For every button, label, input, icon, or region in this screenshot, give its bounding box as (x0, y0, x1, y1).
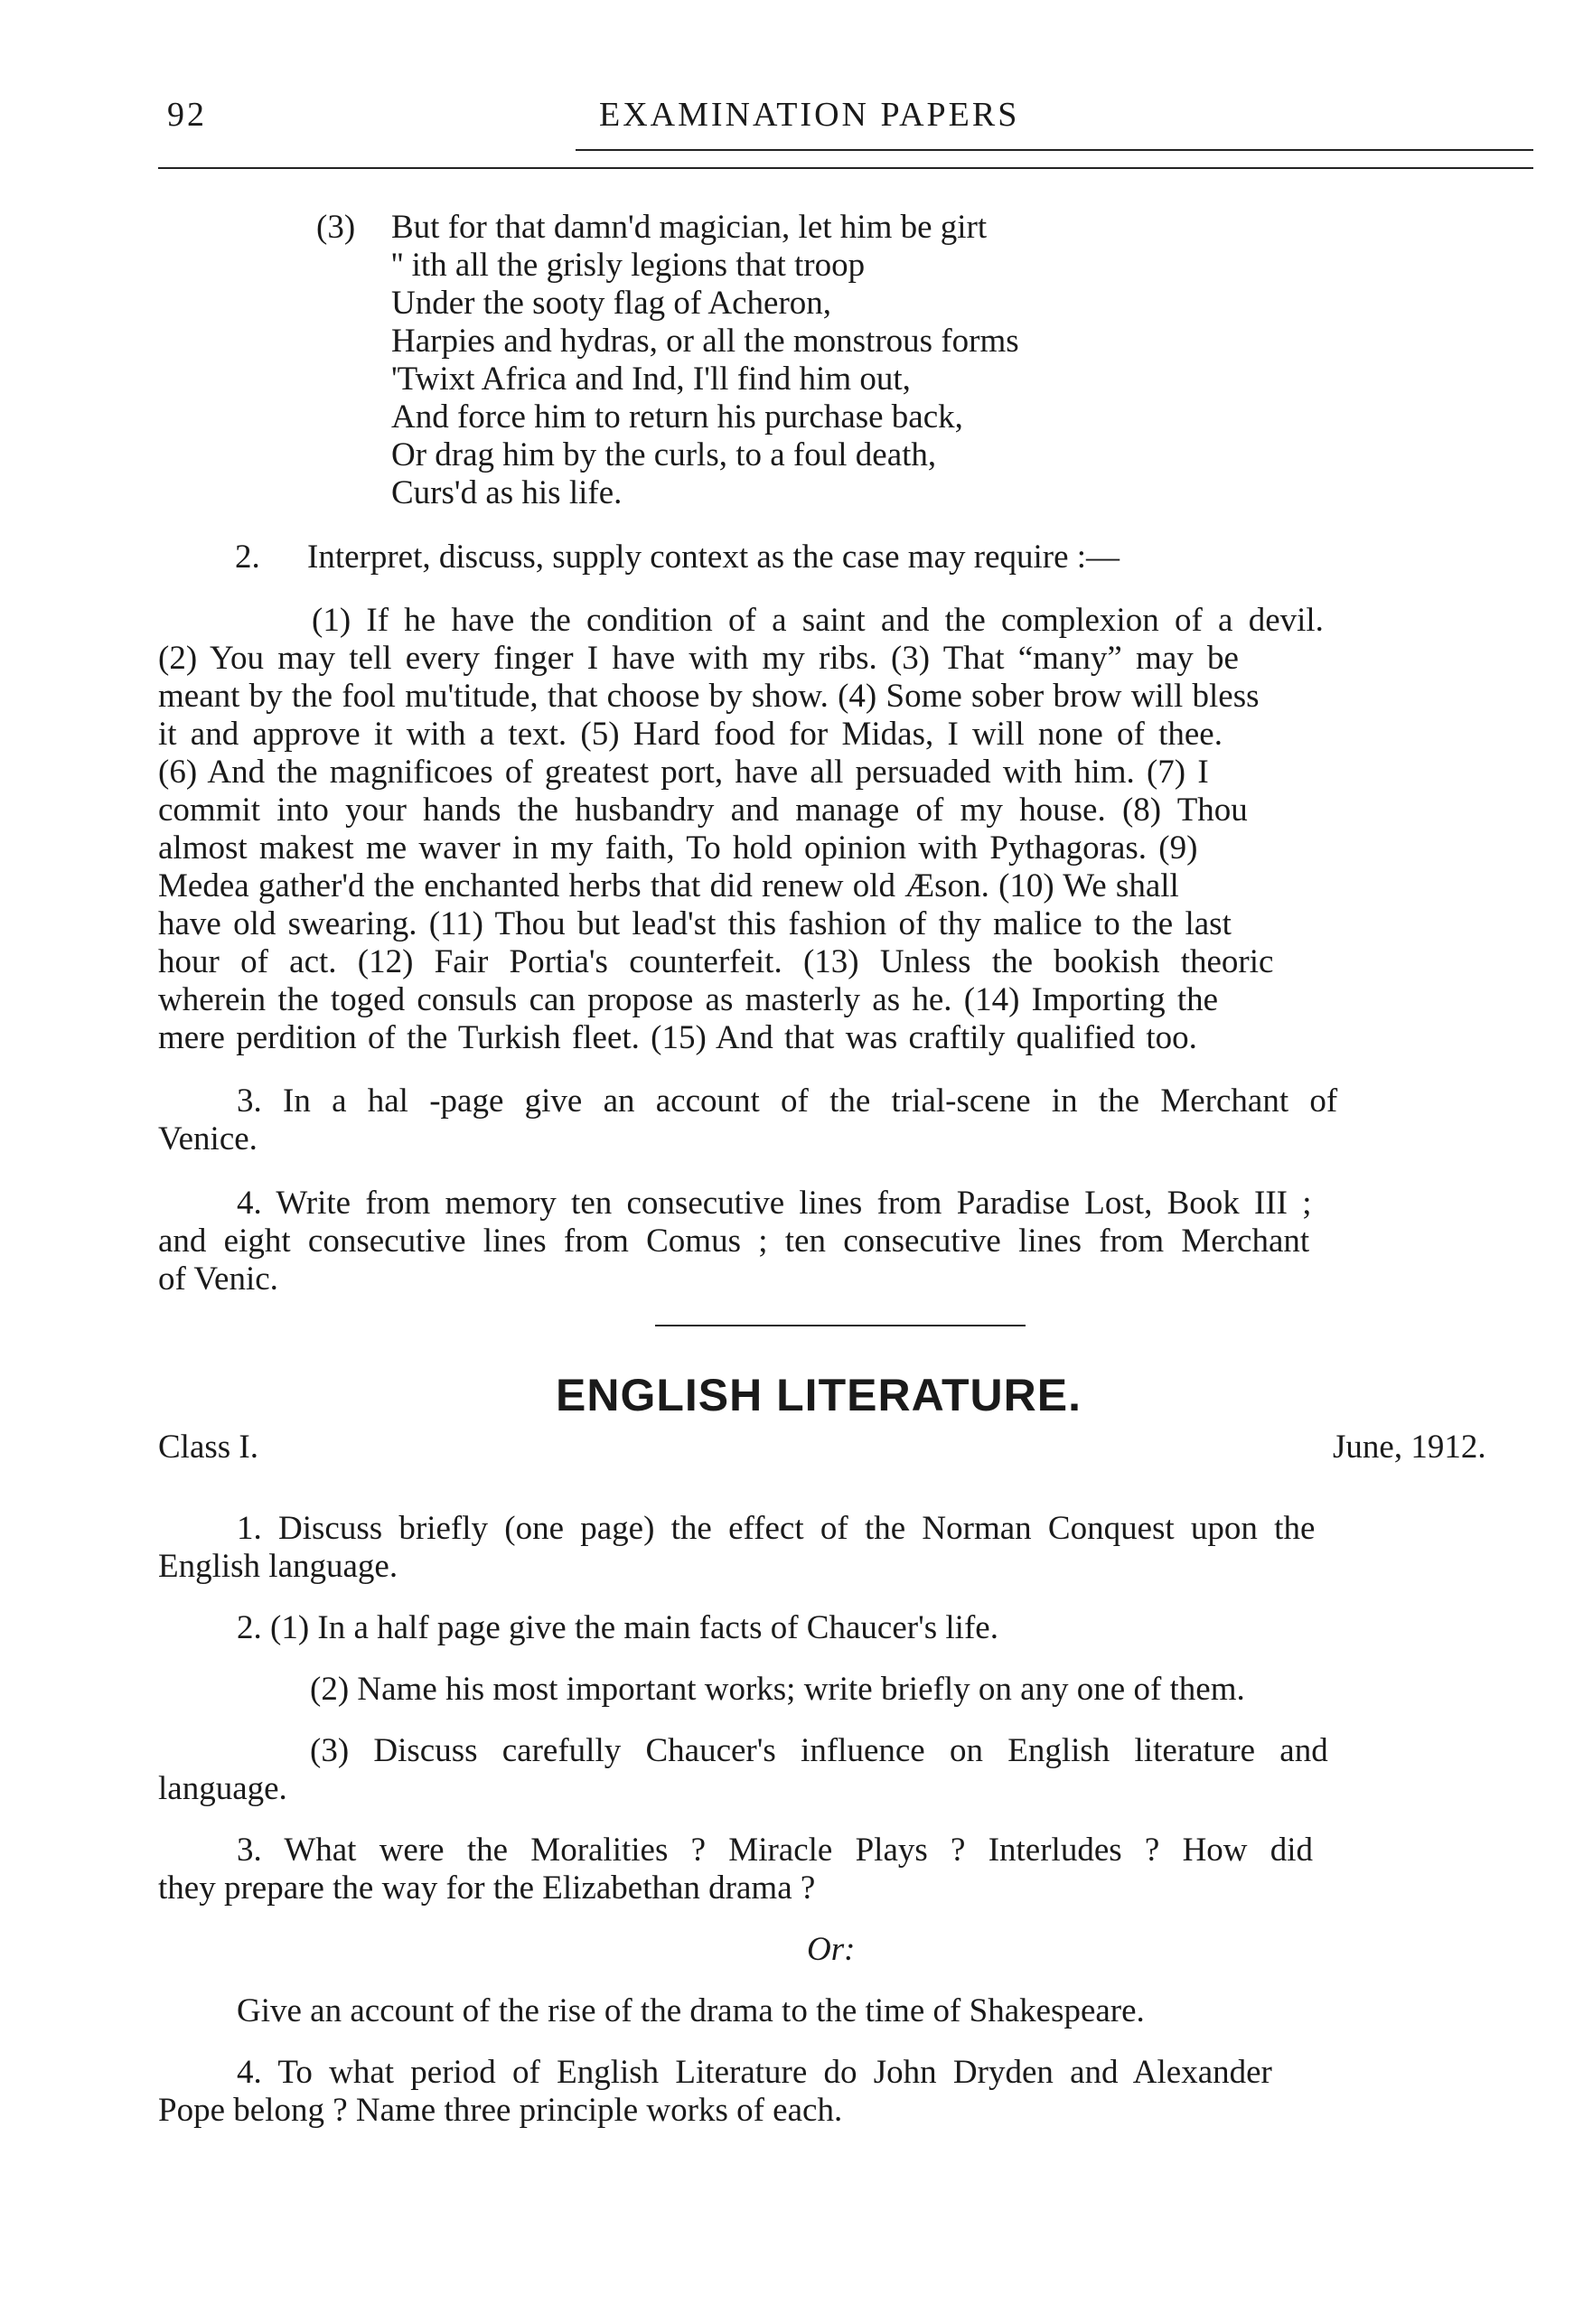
interpret-line: Medea gather'd the enchanted herbs that did renew old Æson. (10) We shall (158, 867, 1179, 904)
question-text: Interpret, discuss, supply context as the case may require :— (307, 539, 1120, 576)
poem-line: Harpies and hydras, or all the monstrous forms (391, 323, 1019, 360)
running-title: EXAMINATION PAPERS (599, 96, 1020, 134)
section-heading: ENGLISH LITERATURE. (556, 1370, 1082, 1420)
poem-line: But for that damn'd magician, let him be girt (391, 209, 988, 246)
interpret-line: hour of act. (12) Fair Portia's counterfeit. (13) Unless the bookish theoric (158, 943, 1274, 980)
page-number: 92 (167, 96, 207, 134)
question-line: 3. In a hal -page give an account of the trial-scene in the Merchant of (237, 1082, 1338, 1120)
poem-line: Under the sooty flag of Acheron, (391, 285, 832, 322)
poem-line: Or drag him by the curls, to a foul death, (391, 436, 937, 473)
exam-date: June, 1912. (1333, 1429, 1486, 1466)
poem-line: Curs'd as his life. (391, 474, 623, 511)
question-line: they prepare the way for the Elizabethan drama ? (158, 1870, 816, 1907)
interpret-line: have old swearing. (11) Thou but lead'st this fashion of thy malice to the last (158, 905, 1232, 942)
interpret-line: (6) And the magnificoes of greatest port, have all persuaded with him. (7) I (158, 754, 1209, 791)
poem-number: (3) (316, 209, 356, 246)
question-line: language. (158, 1770, 287, 1807)
poem-line: 'Twixt Africa and Ind, I'll find him out, (391, 361, 911, 398)
interpret-line: (2) You may tell every finger I have with my ribs. (3) That “many” may be (158, 640, 1239, 677)
section-divider (655, 1325, 1026, 1326)
question-line: 3. What were the Moralities ? Miracle Plays ? Interludes ? How did (237, 1832, 1314, 1869)
poem-line: '' ith all the grisly legions that troop (391, 247, 866, 284)
or-label: Or: (807, 1931, 856, 1968)
header-rule-top (576, 149, 1533, 151)
interpret-line: meant by the fool mu'titude, that choose by show. (4) Some sober brow will bless (158, 678, 1260, 715)
question-line: (3) Discuss carefully Chaucer's influence on English literature and (310, 1732, 1328, 1769)
header-rule-bottom (158, 167, 1533, 169)
interpret-line: mere perdition of the Turkish fleet. (15) And that was craftily qualified too. (158, 1019, 1197, 1056)
question-line: 4. Write from memory ten consecutive lines from Paradise Lost, Book III ; (237, 1185, 1312, 1222)
poem-line: And force him to return his purchase back, (391, 398, 963, 436)
question-line: 1. Discuss briefly (one page) the effect of the Norman Conquest upon the (237, 1510, 1316, 1547)
interpret-line: almost makest me waver in my faith, To hold opinion with Pythagoras. (9) (158, 829, 1198, 867)
question-line: 4. To what period of English Literature do John Dryden and Alexander (237, 2054, 1272, 2091)
question-number: 2. (235, 539, 260, 576)
interpret-line: (1) If he have the condition of a saint and the complexion of a devil. (312, 602, 1324, 639)
question-line: 2. (1) In a half page give the main facts of Chaucer's life. (237, 1609, 998, 1646)
question-line: of Venic. (158, 1260, 278, 1298)
question-line: and eight consecutive lines from Comus ; ten consecutive lines from Merchant (158, 1223, 1310, 1260)
question-line: Pope belong ? Name three principle works of each. (158, 2092, 843, 2129)
question-line: English language. (158, 1548, 398, 1585)
interpret-line: wherein the toged consuls can propose as masterly as he. (14) Importing the (158, 981, 1219, 1018)
question-line: Venice. (158, 1120, 258, 1157)
interpret-line: commit into your hands the husbandry and manage of my house. (8) Thou (158, 792, 1248, 829)
class-label: Class I. (158, 1429, 258, 1466)
question-line: Give an account of the rise of the drama to the time of Shakespeare. (237, 1992, 1145, 2029)
interpret-line: it and approve it with a text. (5) Hard food for Midas, I will none of thee. (158, 716, 1223, 753)
question-line: (2) Name his most important works; write briefly on any one of them. (310, 1671, 1245, 1708)
